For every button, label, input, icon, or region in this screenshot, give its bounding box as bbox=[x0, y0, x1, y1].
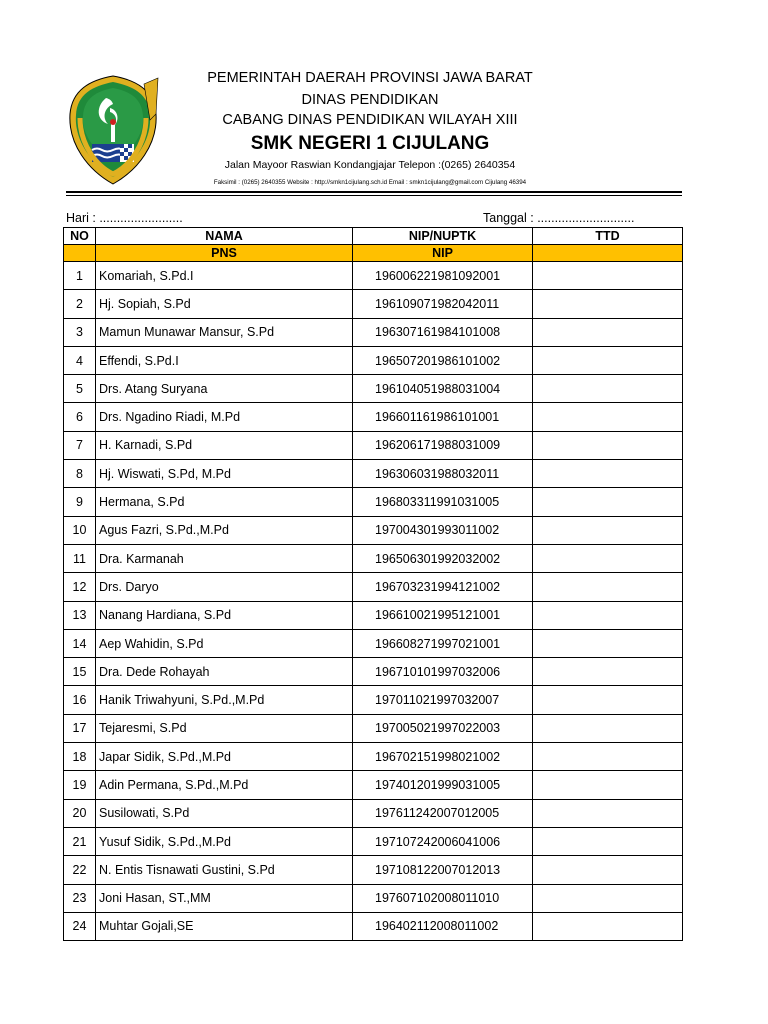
table-row bbox=[64, 346, 683, 374]
signature-cell[interactable] bbox=[533, 601, 683, 629]
government-name: PEMERINTAH DAERAH PROVINSI JAWA BARAT bbox=[207, 70, 533, 86]
row-number: 3 bbox=[64, 318, 96, 346]
row-number: 12 bbox=[64, 573, 96, 601]
row-name: Muhtar Gojali,SE bbox=[96, 912, 353, 940]
west-java-emblem bbox=[66, 74, 160, 186]
signature-cell[interactable] bbox=[533, 884, 683, 912]
row-number: 5 bbox=[64, 375, 96, 403]
row-number: 16 bbox=[64, 686, 96, 714]
signature-cell[interactable] bbox=[533, 799, 683, 827]
row-name: Drs. Atang Suryana bbox=[96, 375, 353, 403]
school-name: SMK NEGERI 1 CIJULANG bbox=[250, 133, 490, 154]
branch-name: CABANG DINAS PENDIDIKAN WILAYAH XIII bbox=[222, 112, 518, 128]
row-number: 1 bbox=[64, 262, 96, 290]
row-number: 9 bbox=[64, 488, 96, 516]
row-number: 24 bbox=[64, 912, 96, 940]
subheader-empty bbox=[533, 245, 683, 262]
row-nip: 196710101997032006 bbox=[353, 658, 533, 686]
subheader-nip: NIP bbox=[353, 245, 533, 262]
table-row bbox=[64, 856, 683, 884]
table-row bbox=[64, 884, 683, 912]
row-number: 15 bbox=[64, 658, 96, 686]
row-nip: 197611242007012005 bbox=[353, 799, 533, 827]
table-subheader-row bbox=[64, 245, 683, 262]
row-name: Dra. Karmanah bbox=[96, 544, 353, 572]
table-row bbox=[64, 318, 683, 346]
row-nip: 196610021995121001 bbox=[353, 601, 533, 629]
table-row bbox=[64, 488, 683, 516]
row-number: 17 bbox=[64, 714, 96, 742]
row-nip: 197005021997022003 bbox=[353, 714, 533, 742]
table-row bbox=[64, 799, 683, 827]
table-row bbox=[64, 403, 683, 431]
row-nip: 197607102008011010 bbox=[353, 884, 533, 912]
signature-cell[interactable] bbox=[533, 290, 683, 318]
row-nip: 196703231994121002 bbox=[353, 573, 533, 601]
table-row bbox=[64, 460, 683, 488]
row-number: 20 bbox=[64, 799, 96, 827]
signature-cell[interactable] bbox=[533, 375, 683, 403]
row-nip: 196506301992032002 bbox=[353, 544, 533, 572]
row-name: Hanik Triwahyuni, S.Pd.,M.Pd bbox=[96, 686, 353, 714]
signature-cell[interactable] bbox=[533, 544, 683, 572]
date-field: Tanggal : ............................ bbox=[483, 211, 635, 225]
day-field: Hari : ........................ bbox=[66, 211, 183, 225]
row-nip: 197108122007012013 bbox=[353, 856, 533, 884]
row-name: Hermana, S.Pd bbox=[96, 488, 353, 516]
row-nip: 196507201986101002 bbox=[353, 346, 533, 374]
table-row bbox=[64, 827, 683, 855]
row-name: Yusuf Sidik, S.Pd.,M.Pd bbox=[96, 827, 353, 855]
row-nip: 196402112008011002 bbox=[353, 912, 533, 940]
signature-cell[interactable] bbox=[533, 318, 683, 346]
row-nip: 196006221981092001 bbox=[353, 262, 533, 290]
signature-cell[interactable] bbox=[533, 431, 683, 459]
row-name: Hj. Wiswati, S.Pd, M.Pd bbox=[96, 460, 353, 488]
row-nip: 197401201999031005 bbox=[353, 771, 533, 799]
row-number: 11 bbox=[64, 544, 96, 572]
header-no: NO bbox=[64, 228, 96, 245]
table-header-row bbox=[64, 228, 683, 245]
row-number: 10 bbox=[64, 516, 96, 544]
row-name: Adin Permana, S.Pd.,M.Pd bbox=[96, 771, 353, 799]
row-nip: 196109071982042011 bbox=[353, 290, 533, 318]
row-name: Nanang Hardiana, S.Pd bbox=[96, 601, 353, 629]
signature-cell[interactable] bbox=[533, 827, 683, 855]
letterhead-divider-thick bbox=[66, 191, 682, 193]
row-nip: 197011021997032007 bbox=[353, 686, 533, 714]
table-row bbox=[64, 290, 683, 318]
row-nip: 197107242006041006 bbox=[353, 827, 533, 855]
row-number: 21 bbox=[64, 827, 96, 855]
signature-cell[interactable] bbox=[533, 346, 683, 374]
table-row bbox=[64, 771, 683, 799]
row-nip: 196206171988031009 bbox=[353, 431, 533, 459]
signature-cell[interactable] bbox=[533, 403, 683, 431]
row-name: Tejaresmi, S.Pd bbox=[96, 714, 353, 742]
row-name: Susilowati, S.Pd bbox=[96, 799, 353, 827]
table-row bbox=[64, 658, 683, 686]
row-name: Joni Hasan, ST.,MM bbox=[96, 884, 353, 912]
table-row bbox=[64, 573, 683, 601]
signature-cell[interactable] bbox=[533, 771, 683, 799]
table-row bbox=[64, 262, 683, 290]
signature-cell[interactable] bbox=[533, 262, 683, 290]
row-number: 7 bbox=[64, 431, 96, 459]
row-name: Effendi, S.Pd.I bbox=[96, 346, 353, 374]
signature-cell[interactable] bbox=[533, 658, 683, 686]
header-nip: NIP/NUPTK bbox=[353, 228, 533, 245]
row-name: Mamun Munawar Mansur, S.Pd bbox=[96, 318, 353, 346]
table-row bbox=[64, 714, 683, 742]
row-number: 2 bbox=[64, 290, 96, 318]
row-nip: 196306031988032011 bbox=[353, 460, 533, 488]
row-number: 23 bbox=[64, 884, 96, 912]
row-nip: 196702151998021002 bbox=[353, 743, 533, 771]
signature-cell[interactable] bbox=[533, 856, 683, 884]
row-nip: 196104051988031004 bbox=[353, 375, 533, 403]
school-contact: Faksimil : (0265) 2640355 Website : http://smkn1cijulang.sch.id Email : smkn1cijulang@gmail.com Cijulang 46394 bbox=[213, 179, 527, 186]
row-nip: 196608271997021001 bbox=[353, 629, 533, 657]
signature-cell[interactable] bbox=[533, 714, 683, 742]
row-name: Drs. Ngadino Riadi, M.Pd bbox=[96, 403, 353, 431]
row-number: 18 bbox=[64, 743, 96, 771]
signature-cell[interactable] bbox=[533, 573, 683, 601]
row-number: 13 bbox=[64, 601, 96, 629]
row-number: 19 bbox=[64, 771, 96, 799]
row-name: Aep Wahidin, S.Pd bbox=[96, 629, 353, 657]
row-name: H. Karnadi, S.Pd bbox=[96, 431, 353, 459]
signature-cell[interactable] bbox=[533, 460, 683, 488]
row-name: Komariah, S.Pd.I bbox=[96, 262, 353, 290]
row-name: Hj. Sopiah, S.Pd bbox=[96, 290, 353, 318]
row-number: 14 bbox=[64, 629, 96, 657]
header-nama: NAMA bbox=[96, 228, 353, 245]
table-row bbox=[64, 544, 683, 572]
row-name: Dra. Dede Rohayah bbox=[96, 658, 353, 686]
row-name: Japar Sidik, S.Pd.,M.Pd bbox=[96, 743, 353, 771]
table-row bbox=[64, 686, 683, 714]
header-ttd: TTD bbox=[533, 228, 683, 245]
signature-cell[interactable] bbox=[533, 629, 683, 657]
attendance-table bbox=[63, 227, 683, 941]
table-row bbox=[64, 601, 683, 629]
row-nip: 196307161984101008 bbox=[353, 318, 533, 346]
row-number: 22 bbox=[64, 856, 96, 884]
row-name: Drs. Daryo bbox=[96, 573, 353, 601]
signature-cell[interactable] bbox=[533, 488, 683, 516]
table-row bbox=[64, 516, 683, 544]
subheader-empty bbox=[64, 245, 96, 262]
row-number: 4 bbox=[64, 346, 96, 374]
signature-cell[interactable] bbox=[533, 912, 683, 940]
row-number: 6 bbox=[64, 403, 96, 431]
table-row bbox=[64, 629, 683, 657]
signature-cell[interactable] bbox=[533, 743, 683, 771]
signature-cell[interactable] bbox=[533, 686, 683, 714]
subheader-pns: PNS bbox=[96, 245, 353, 262]
row-number: 8 bbox=[64, 460, 96, 488]
row-nip: 197004301993011002 bbox=[353, 516, 533, 544]
table-row bbox=[64, 431, 683, 459]
signature-cell[interactable] bbox=[533, 516, 683, 544]
row-nip: 196803311991031005 bbox=[353, 488, 533, 516]
school-address: Jalan Mayoor Raswian Kondangjajar Telepon :(0265) 2640354 bbox=[224, 159, 516, 171]
agency-name: DINAS PENDIDIKAN bbox=[301, 92, 439, 108]
row-name: Agus Fazri, S.Pd.,M.Pd bbox=[96, 516, 353, 544]
table-row bbox=[64, 375, 683, 403]
row-name: N. Entis Tisnawati Gustini, S.Pd bbox=[96, 856, 353, 884]
table-row bbox=[64, 743, 683, 771]
row-nip: 196601161986101001 bbox=[353, 403, 533, 431]
letterhead-divider-thin bbox=[66, 195, 682, 196]
table-row bbox=[64, 912, 683, 940]
